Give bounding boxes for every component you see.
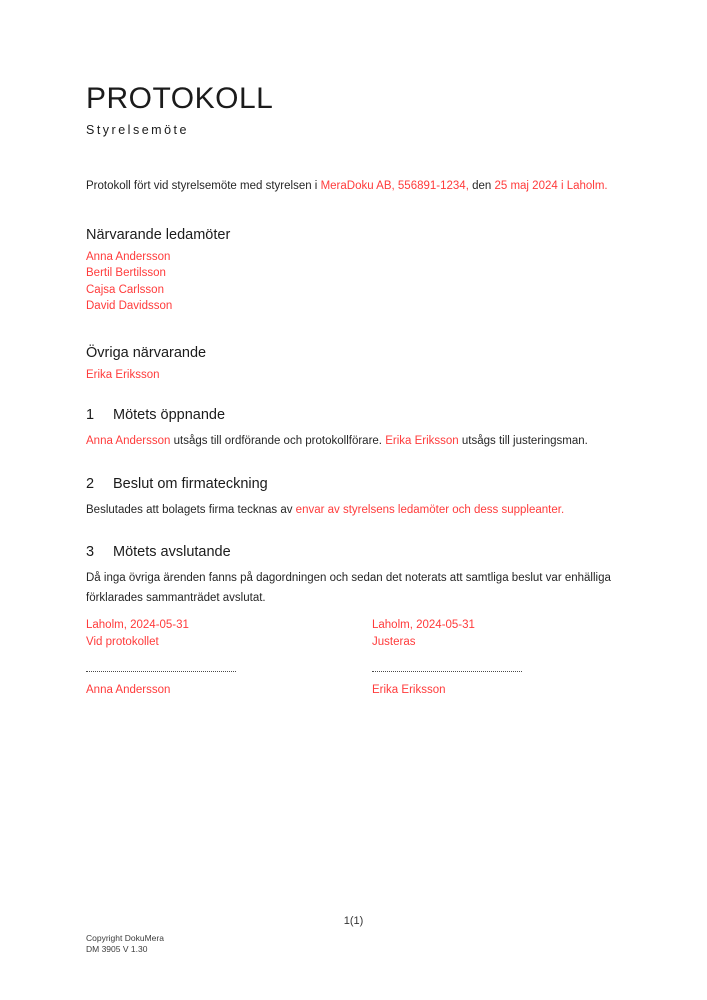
section-body	[86, 432, 621, 452]
section-number: 2	[86, 475, 95, 492]
attendee-name: Anna Andersson	[86, 250, 171, 263]
document-section	[86, 544, 621, 608]
doc-title: PROTOKOLL	[86, 82, 274, 115]
section-title: Beslut om firmateckning	[113, 475, 268, 492]
others-heading: Övriga närvarande	[86, 344, 207, 361]
section-number: 3	[86, 544, 95, 560]
sections-container	[86, 407, 621, 608]
field-value: MeraDoku AB, 556891-1234,	[320, 180, 469, 192]
footer	[86, 933, 164, 954]
field-value: 25 maj 2024 i Laholm.	[494, 180, 608, 192]
fixed-text: Protokoll fört vid styrelsemöte med styrelsen i	[86, 180, 321, 192]
section-body	[86, 569, 621, 608]
footer-doc-id: DM 3905 V 1.30	[86, 943, 148, 954]
attendee-name: Cajsa Carlsson	[86, 283, 164, 296]
doc-subtitle: Styrelsemöte	[86, 123, 189, 137]
fixed-text: utsågs till ordförande och protokollförare.	[170, 435, 386, 447]
signature-line	[86, 671, 236, 672]
signature-place-date: Laholm, 2024-05-31	[86, 619, 189, 631]
signature-column	[372, 617, 621, 698]
page-number: 1(1)	[343, 915, 364, 927]
section-heading	[86, 544, 621, 561]
fixed-text: den	[468, 180, 495, 192]
signature-role: Vid protokollet	[86, 636, 159, 648]
footer-copyright: Copyright DokuMera	[86, 933, 164, 943]
signature-role: Justeras	[372, 636, 416, 648]
section-number: 1	[86, 407, 95, 423]
signature-place-date: Laholm, 2024-05-31	[372, 619, 475, 631]
document-content	[86, 0, 621, 698]
attendees-list	[86, 249, 621, 315]
fixed-text: Beslutades att bolagets firma tecknas av	[86, 503, 296, 516]
section-heading	[86, 407, 621, 424]
signature-block	[86, 617, 621, 698]
section-heading	[86, 476, 621, 493]
document-section	[86, 476, 621, 521]
intro-paragraph	[86, 177, 621, 197]
attendee-name: David Davidsson	[86, 300, 173, 312]
section-title: Mötets öppnande	[113, 407, 226, 423]
document-section	[86, 407, 621, 452]
field-value: Anna Andersson	[86, 435, 171, 447]
other-attendee-name: Erika Eriksson	[86, 368, 160, 381]
signature-name: Anna Andersson	[86, 684, 171, 696]
section-title: Mötets avslutande	[113, 544, 231, 560]
fixed-text: utsågs till justeringsman.	[458, 435, 588, 447]
fixed-text: Då inga övriga ärenden fanns på dagordningen och sedan det noterats att samtliga beslut var enhälliga förklarades sammanträdet avslutat.	[86, 572, 611, 604]
field-value: envar av styrelsens ledamöter och dess suppleanter.	[295, 503, 565, 516]
signature-column	[86, 617, 372, 698]
attendee-name: Bertil Bertilsson	[86, 267, 166, 279]
signature-name: Erika Eriksson	[372, 684, 446, 696]
signature-line	[372, 671, 522, 672]
others-list	[86, 367, 621, 384]
field-value: Erika Eriksson	[385, 435, 459, 447]
section-body	[86, 501, 621, 521]
attendees-heading: Närvarande ledamöter	[86, 226, 231, 243]
